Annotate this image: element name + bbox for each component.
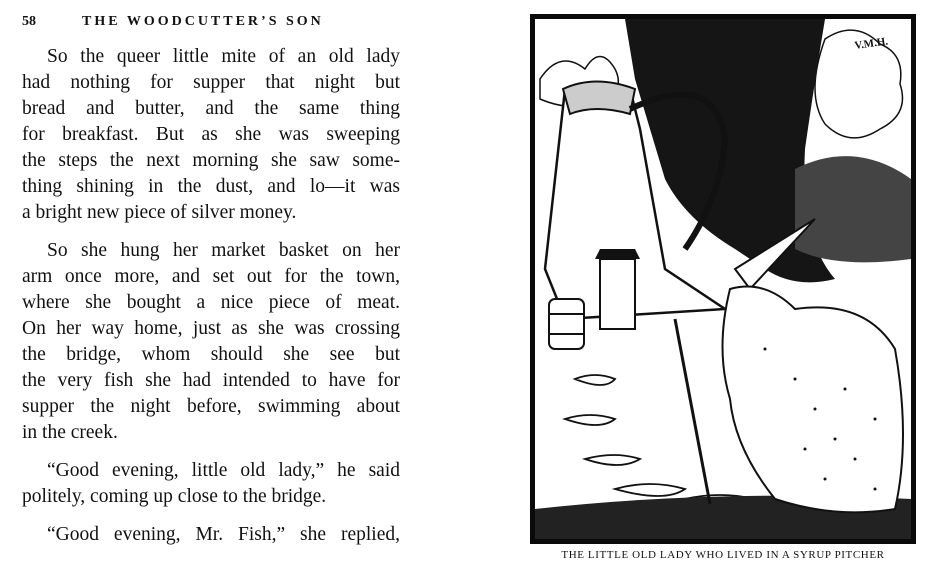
text-line: “Good evening, Mr. Fish,” she replied, (47, 524, 400, 545)
illustration-drawing (535, 19, 911, 539)
text-line: where she bought a nice piece of meat. (22, 292, 400, 313)
paragraph (22, 522, 400, 548)
text-line: supper the night before, swimming about (22, 396, 400, 417)
illustration (530, 14, 916, 544)
body-text (22, 44, 400, 560)
page-number: 58 (22, 14, 36, 29)
paragraph (22, 458, 400, 510)
text-line: “Good evening, little old lady,” he said (47, 460, 400, 481)
hill (795, 156, 911, 262)
text-line: the bridge, whom should she see but (22, 344, 400, 365)
text-line: had nothing for supper that night but (22, 72, 400, 93)
illustration-caption: THE LITTLE OLD LADY WHO LIVED IN A SYRUP PITCHER (561, 549, 885, 561)
barrel (549, 299, 584, 349)
text-line: So she hung her market basket on her (47, 240, 400, 261)
text-line: the very fish she had intended to have for (22, 370, 400, 391)
text-line: thing shining in the dust, and lo—it was (22, 176, 400, 197)
pitcher-lid (563, 82, 635, 115)
running-title: THE WOODCUTTER’S SON (82, 14, 324, 29)
signature: V.M.H. (853, 35, 889, 52)
running-header (22, 14, 402, 36)
text-line: politely, coming up close to the bridge. (22, 486, 327, 507)
text-line: a bright new piece of silver money. (22, 202, 297, 223)
text-line: So the queer little mite of an old lady (47, 46, 400, 67)
text-line: arm once more, and set out for the town, (22, 266, 400, 287)
text-line: for breakfast. But as she was sweeping (22, 124, 400, 145)
door (600, 259, 635, 329)
text-line: in the creek. (22, 422, 118, 443)
text-line: bread and butter, and the same thing (22, 98, 400, 119)
paragraph (22, 238, 400, 446)
text-line: the steps the next morning she saw some- (22, 150, 400, 171)
text-line: On her way home, just as she was crossing (22, 318, 400, 339)
paragraph (22, 44, 400, 226)
